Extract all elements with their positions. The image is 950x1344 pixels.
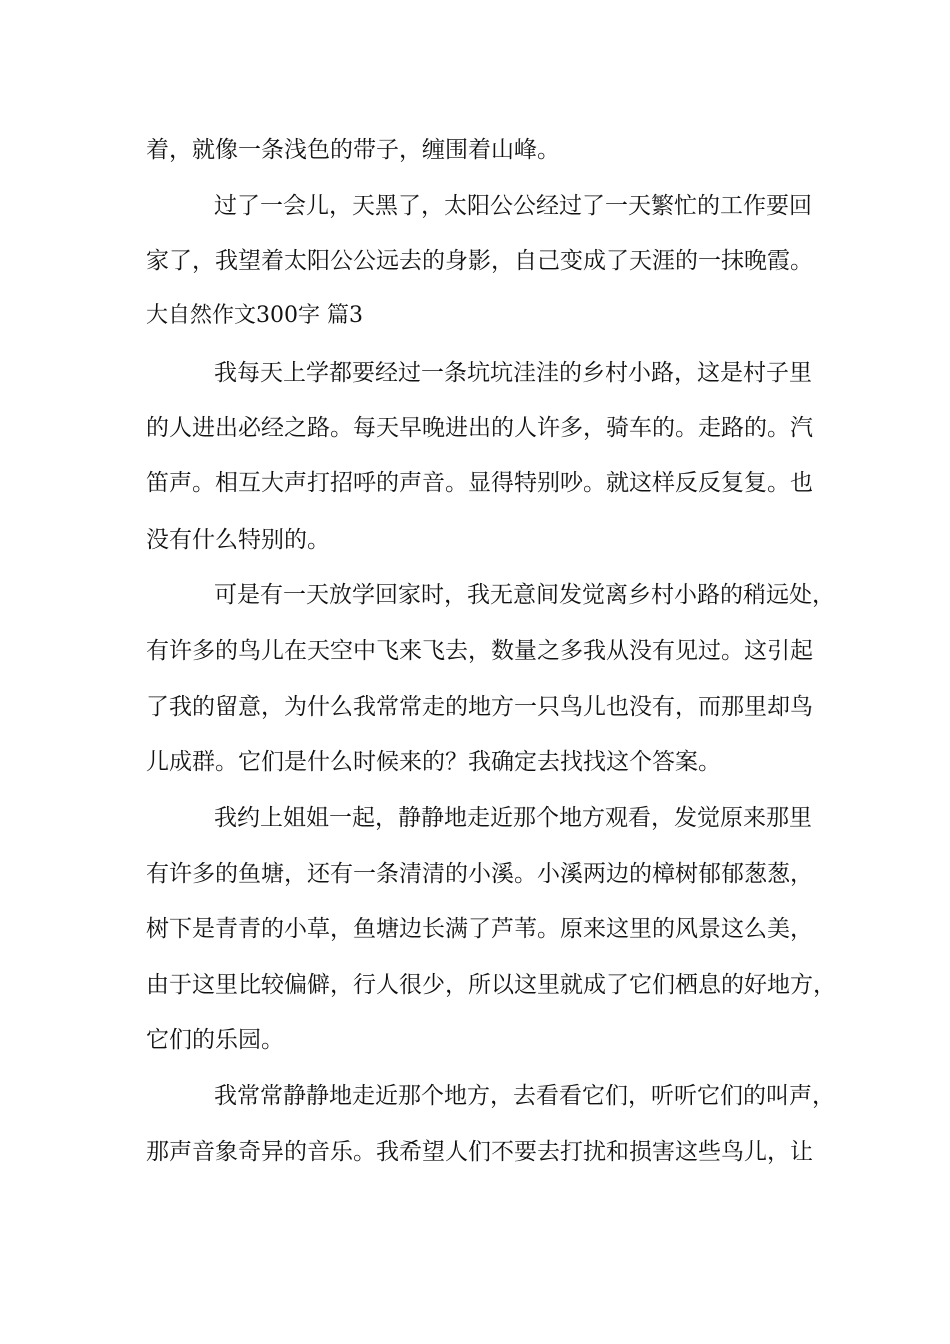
text-line: 家了，我望着太阳公公远去的身影，自己变成了天涯的一抹晚霞。 xyxy=(146,248,813,274)
text-line: 那声音象奇异的音乐。我希望人们不要去打扰和损害这些鸟儿，让 xyxy=(146,1139,813,1165)
text-line: 着，就像一条浅色的带子，缠围着山峰。 xyxy=(146,137,560,163)
paragraph-start-line: 过了一会儿，天黑了，太阳公公经过了一天繁忙的工作要回 xyxy=(214,193,812,219)
text-line: 儿成群。它们是什么时候来的？我确定去找找这个答案。 xyxy=(146,749,721,775)
text-line: 笛声。相互大声打招呼的声音。显得特别吵。就这样反反复复。也 xyxy=(146,470,813,496)
text-line: 有许多的鱼塘，还有一条清清的小溪。小溪两边的樟树郁郁葱葱， xyxy=(146,861,813,887)
paragraph-start-line: 可是有一天放学回家时，我无意间发觉离乡村小路的稍远处， xyxy=(214,582,835,608)
text-line: 有许多的鸟儿在天空中飞来飞去，数量之多我从没有见过。这引起 xyxy=(146,638,813,664)
paragraph-start-line: 我每天上学都要经过一条坑坑洼洼的乡村小路，这是村子里 xyxy=(214,360,812,386)
text-line: 由于这里比较偏僻，行人很少，所以这里就成了它们栖息的好地方， xyxy=(146,972,836,998)
section-heading: 大自然作文300字 篇3 xyxy=(146,303,363,328)
text-line: 没有什么特别的。 xyxy=(146,527,330,553)
text-line: 了我的留意，为什么我常常走的地方一只鸟儿也没有，而那里却鸟 xyxy=(146,694,813,720)
paragraph-start-line: 我约上姐姐一起，静静地走近那个地方观看，发觉原来那里 xyxy=(214,805,812,831)
paragraph-start-line: 我常常静静地走近那个地方，去看看它们，听听它们的叫声， xyxy=(214,1083,835,1109)
text-line: 的人进出必经之路。每天早晚进出的人许多，骑车的。走路的。汽 xyxy=(146,415,813,441)
text-line: 它们的乐园。 xyxy=(146,1027,284,1053)
text-line: 树下是青青的小草，鱼塘边长满了芦苇。原来这里的风景这么美， xyxy=(146,916,813,942)
